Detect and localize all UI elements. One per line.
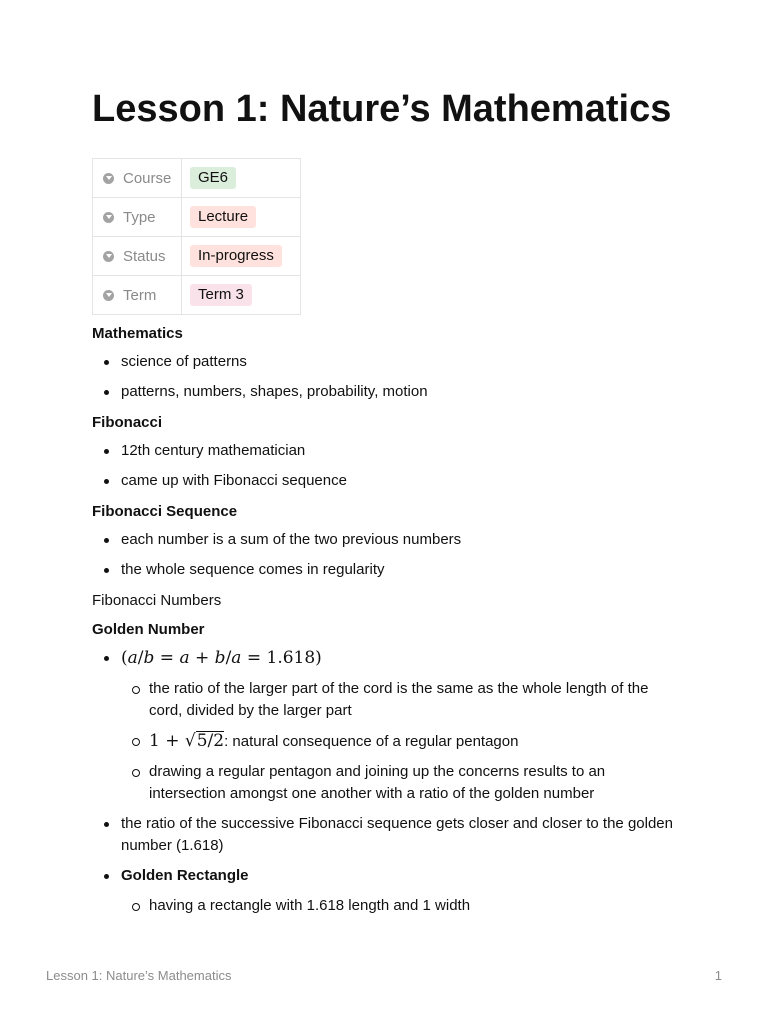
property-row-status bbox=[93, 237, 301, 276]
list-item: 1 + √5/2: natural consequence of a regular pentagon bbox=[121, 730, 682, 753]
chevron-down-icon bbox=[103, 212, 114, 223]
list-item: science of patterns bbox=[92, 351, 682, 373]
page-content bbox=[92, 322, 682, 925]
list-item: having a rectangle with 1.618 length and 1 width bbox=[121, 895, 682, 917]
list-item: 12th century mathematician bbox=[92, 440, 682, 462]
term-tag[interactable]: Term 3 bbox=[190, 284, 252, 306]
property-key-status bbox=[93, 237, 182, 276]
property-value-term[interactable] bbox=[182, 276, 301, 315]
property-row-term bbox=[93, 276, 301, 315]
properties-table bbox=[92, 158, 301, 315]
chevron-down-icon bbox=[103, 251, 114, 262]
chevron-down-icon bbox=[103, 290, 114, 301]
list-item: the ratio of the successive Fibonacci sequence gets closer and closer to the golden number (1.618) bbox=[92, 813, 682, 857]
property-key-label: Term bbox=[123, 286, 157, 304]
mathematics-list bbox=[92, 351, 682, 403]
property-key-label: Course bbox=[123, 169, 172, 187]
list-item: each number is a sum of the two previous numbers bbox=[92, 529, 682, 551]
fibonacci-list bbox=[92, 440, 682, 492]
golden-formula-sublist bbox=[121, 678, 682, 805]
property-key-label: Type bbox=[123, 208, 156, 226]
list-item: the whole sequence comes in regularity bbox=[92, 559, 682, 581]
chevron-down-icon bbox=[103, 173, 114, 184]
sequence-list bbox=[92, 529, 682, 581]
list-item: patterns, numbers, shapes, probability, motion bbox=[92, 381, 682, 403]
section-heading-golden-number: Golden Number bbox=[92, 621, 205, 638]
property-key-type bbox=[93, 198, 182, 237]
list-item: the ratio of the larger part of the cord is the same as the whole length of the cord, divided by the larger part bbox=[121, 678, 682, 722]
golden-rectangle-heading: Golden Rectangle bbox=[121, 867, 249, 884]
golden-number-list bbox=[92, 647, 682, 917]
golden-rectangle-sublist bbox=[121, 895, 682, 917]
property-value-status[interactable] bbox=[182, 237, 301, 276]
list-item: drawing a regular pentagon and joining up the concerns results to an intersection amongst one another with a ratio of the golden number bbox=[121, 761, 682, 805]
property-key-label: Status bbox=[123, 247, 166, 265]
property-row-type bbox=[93, 198, 301, 237]
property-value-type[interactable] bbox=[182, 198, 301, 237]
status-tag[interactable]: In-progress bbox=[190, 245, 282, 267]
golden-rectangle-item bbox=[92, 865, 682, 917]
footer-page-number: 1 bbox=[714, 968, 722, 983]
section-heading-fibonacci-sequence: Fibonacci Sequence bbox=[92, 503, 238, 520]
section-heading-mathematics: Mathematics bbox=[92, 325, 183, 342]
golden-formula-item bbox=[92, 647, 682, 805]
golden-formula: (a/b = a + b/a = 1.618) bbox=[121, 648, 322, 668]
page-title: Lesson 1: Nature’s Mathematics bbox=[92, 88, 672, 130]
property-row-course bbox=[93, 159, 301, 198]
course-tag[interactable]: GE6 bbox=[190, 167, 236, 189]
property-key-course bbox=[93, 159, 182, 198]
property-value-course[interactable] bbox=[182, 159, 301, 198]
fibonacci-numbers-text: Fibonacci Numbers bbox=[92, 592, 222, 609]
section-heading-fibonacci: Fibonacci bbox=[92, 414, 163, 431]
footer-title: Lesson 1: Nature’s Mathematics bbox=[46, 968, 232, 983]
root-formula: 1 + √5/2 bbox=[149, 731, 225, 751]
list-item: came up with Fibonacci sequence bbox=[92, 470, 682, 492]
type-tag[interactable]: Lecture bbox=[190, 206, 256, 228]
property-key-term bbox=[93, 276, 182, 315]
